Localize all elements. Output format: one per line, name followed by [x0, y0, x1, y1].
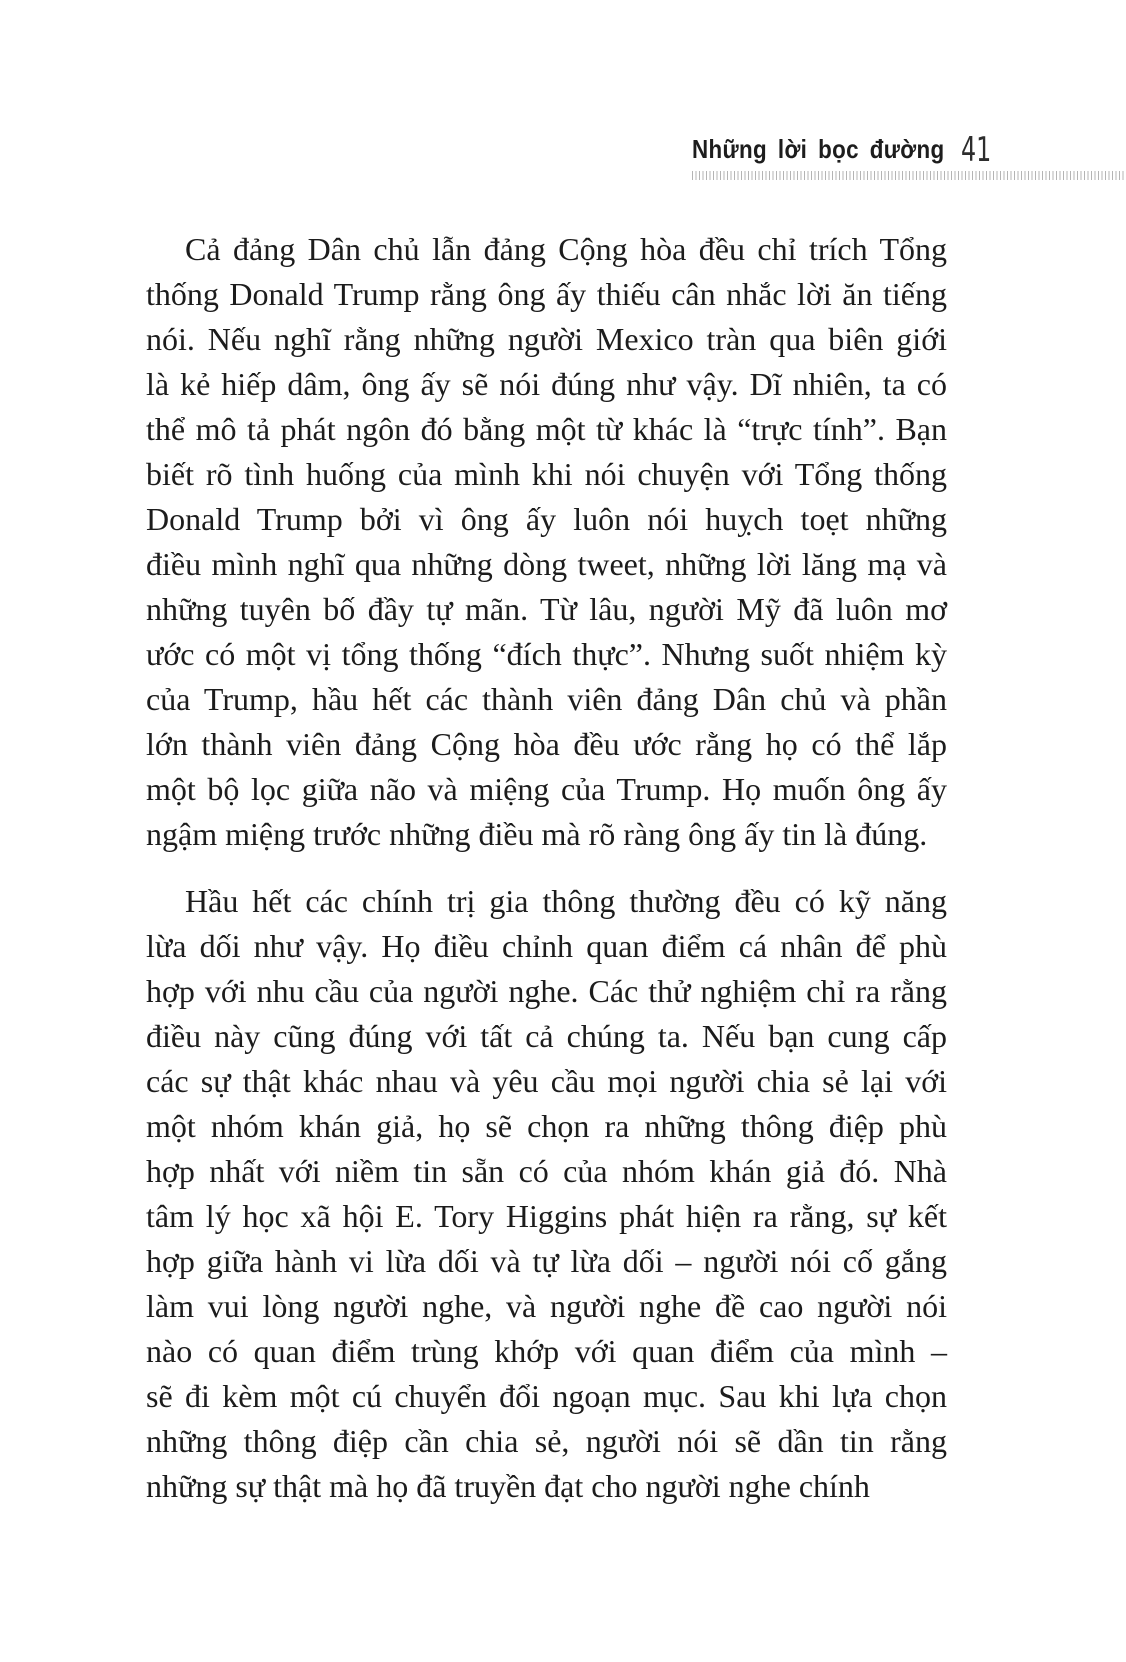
text-line: tâm lý học xã hội E. Tory Higgins phát hiện ra rằng, sự kết: [146, 1198, 947, 1234]
text-line: biết rõ tình huống của mình khi nói chuyện với Tổng thống: [146, 456, 947, 492]
text-line: Cả đảng Dân chủ lẫn đảng Cộng hòa đều chỉ trích Tổng: [185, 231, 947, 267]
text-line: điều này cũng đúng với tất cả chúng ta. Nếu bạn cung cấp: [146, 1018, 947, 1054]
running-head: Những lời bọc đường: [692, 134, 945, 164]
text-line: một nhóm khán giả, họ sẽ chọn ra những thông điệp phù: [146, 1108, 947, 1144]
text-line: một bộ lọc giữa não và miệng của Trump. Họ muốn ông ấy: [146, 771, 947, 807]
text-line: những sự thật mà họ đã truyền đạt cho người nghe chính: [146, 1468, 870, 1504]
text-line: những tuyên bố đầy tự mãn. Từ lâu, người Mỹ đã luôn mơ: [146, 591, 947, 627]
text-line: nào có quan điểm trùng khớp với quan điểm của mình –: [146, 1333, 947, 1369]
text-line: lừa dối như vậy. Họ điều chỉnh quan điểm cá nhân để phù: [146, 928, 947, 964]
header-rule-ticks: [692, 171, 1126, 180]
text-line: ước có một vị tổng thống “đích thực”. Nhưng suốt nhiệm kỳ: [146, 636, 947, 672]
text-line: thống Donald Trump rằng ông ấy thiếu cân nhắc lời ăn tiếng: [146, 276, 947, 312]
text-line: của Trump, hầu hết các thành viên đảng Dân chủ và phần: [146, 681, 947, 717]
text-line: Donald Trump bởi vì ông ấy luôn nói huỵch toẹt những: [146, 501, 947, 537]
paragraph-1: [146, 227, 947, 857]
text-line: hợp nhất với niềm tin sẵn có của nhóm khán giả đó. Nhà: [146, 1153, 947, 1189]
text-line: hợp giữa hành vi lừa dối và tự lừa dối – người nói cố gắng: [146, 1243, 947, 1279]
text-line: hợp với nhu cầu của người nghe. Các thử nghiệm chỉ ra rằng: [146, 973, 947, 1009]
text-line: sẽ đi kèm một cú chuyển đổi ngoạn mục. Sau khi lựa chọn: [146, 1378, 947, 1414]
text-line: lớn thành viên đảng Cộng hòa đều ước rằng họ có thể lắp: [146, 726, 947, 762]
text-line: nói. Nếu nghĩ rằng những người Mexico tràn qua biên giới: [146, 321, 947, 357]
paragraph-2: [146, 879, 947, 1509]
text-line: thể mô tả phát ngôn đó bằng một từ khác là “trực tính”. Bạn: [146, 411, 947, 447]
body-text: [146, 227, 947, 1509]
text-line: làm vui lòng người nghe, và người nghe đề cao người nói: [146, 1288, 947, 1324]
text-line: những thông điệp cần chia sẻ, người nói sẽ dần tin rằng: [146, 1423, 947, 1459]
text-line: điều mình nghĩ qua những dòng tweet, những lời lăng mạ và: [146, 546, 947, 582]
page-number: 41: [961, 130, 992, 170]
text-line: là kẻ hiếp dâm, ông ấy sẽ nói đúng như vậy. Dĩ nhiên, ta có: [146, 366, 947, 402]
text-line: ngậm miệng trước những điều mà rõ ràng ông ấy tin là đúng.: [146, 816, 928, 852]
text-line: các sự thật khác nhau và yêu cầu mọi người chia sẻ lại với: [146, 1063, 947, 1099]
text-line: Hầu hết các chính trị gia thông thường đều có kỹ năng: [185, 883, 947, 919]
